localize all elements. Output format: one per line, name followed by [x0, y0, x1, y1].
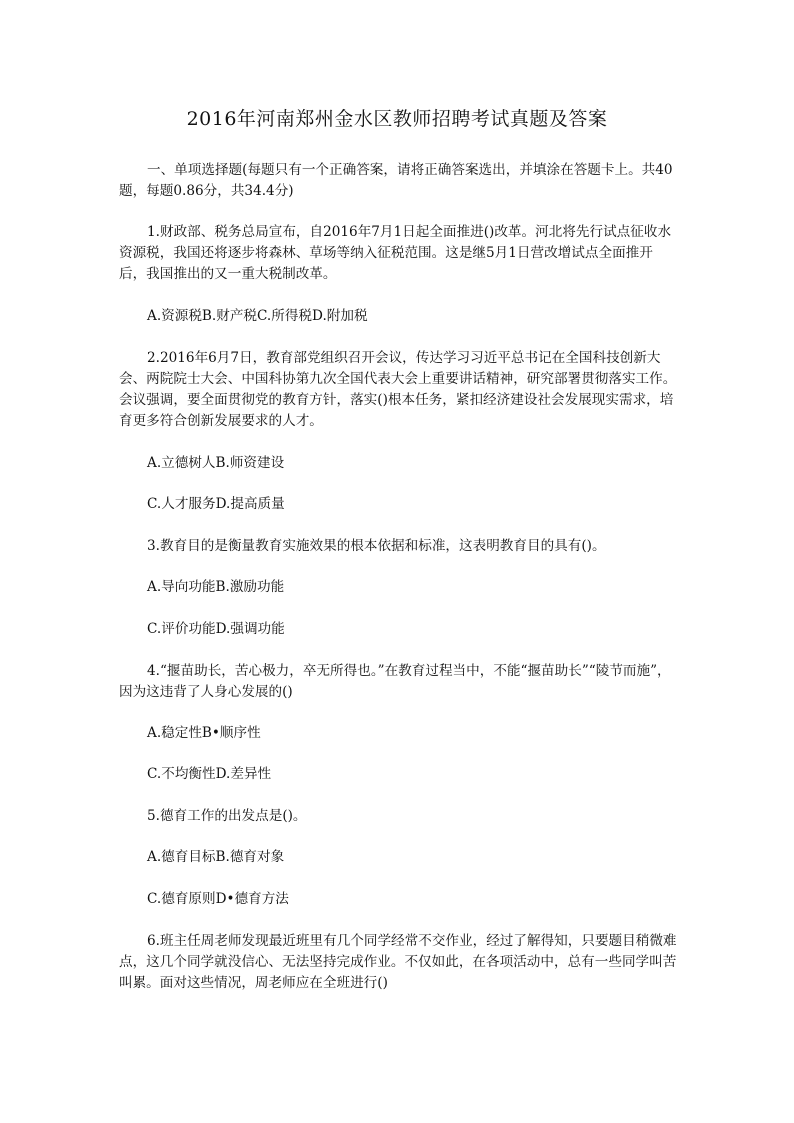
question-4-stem: 4.“揠苗助长，苦心极力，卒无所得也。”在教育过程当中，不能“揠苗助长”“陵节而施”，因为这违背了人身心发展的()	[119, 663, 671, 700]
section-heading: 一、单项选择题(每题只有一个正确答案，请将正确答案选出，并填涂在答题卡上。共40题，每题0.86分，共34.4分)	[119, 162, 673, 199]
question-3-options-cd: C.评价功能D.强调功能	[147, 621, 285, 637]
question-1-options: A.资源税B.财产税C.所得税D.附加税	[147, 308, 368, 324]
document-title: 2016年河南郑州金水区教师招聘考试真题及答案	[186, 108, 608, 130]
question-2-options-ab: A.立德树人B.师资建设	[147, 455, 285, 471]
question-1-stem: 1.财政部、税务总局宣布，自2016年7月1日起全面推进()改革。河北将先行试点征收水资源税，我国还将逐步将森林、草场等纳入征税范围。这是继5月1日营改增试点全面推开后，我国推出的又一重大税制改革。	[119, 224, 672, 282]
question-6-stem: 6.班主任周老师发现最近班里有几个同学经常不交作业，经过了解得知，只要题目稍微难点，这几个同学就没信心、无法坚持完成作业。不仅如此，在各项活动中，总有一些同学叫苦叫累。面对这些情况，周老师应在全班进行()	[119, 933, 677, 991]
question-3-options-ab: A.导向功能B.激励功能	[147, 579, 285, 595]
question-3-stem: 3.教育目的是衡量教育实施效果的根本依据和标准，这表明教育目的具有()。	[147, 538, 606, 554]
question-5-options-ab: A.德育目标B.德育对象	[147, 849, 285, 865]
question-4-options-cd: C.不均衡性D.差异性	[147, 766, 272, 782]
question-5-stem: 5.德育工作的出发点是()。	[147, 808, 307, 824]
question-2-stem: 2.2016年6月7日，教育部党组织召开会议，传达学习习近平总书记在全国科技创新大会、两院院士大会、中国科协第九次全国代表大会上重要讲话精神，研究部署贯彻落实工作。会议强调，要全面贯彻党的教育方针，落实()根本任务，紧扣经济建设社会发展现实需求，培育更多符合创新发展要求的人才。	[119, 350, 677, 429]
question-4-options-ab: A.稳定性B•顺序性	[147, 725, 261, 741]
question-2-options-cd: C.人才服务D.提高质量	[147, 496, 285, 512]
question-5-options-cd: C.德育原则D•德育方法	[147, 891, 289, 907]
